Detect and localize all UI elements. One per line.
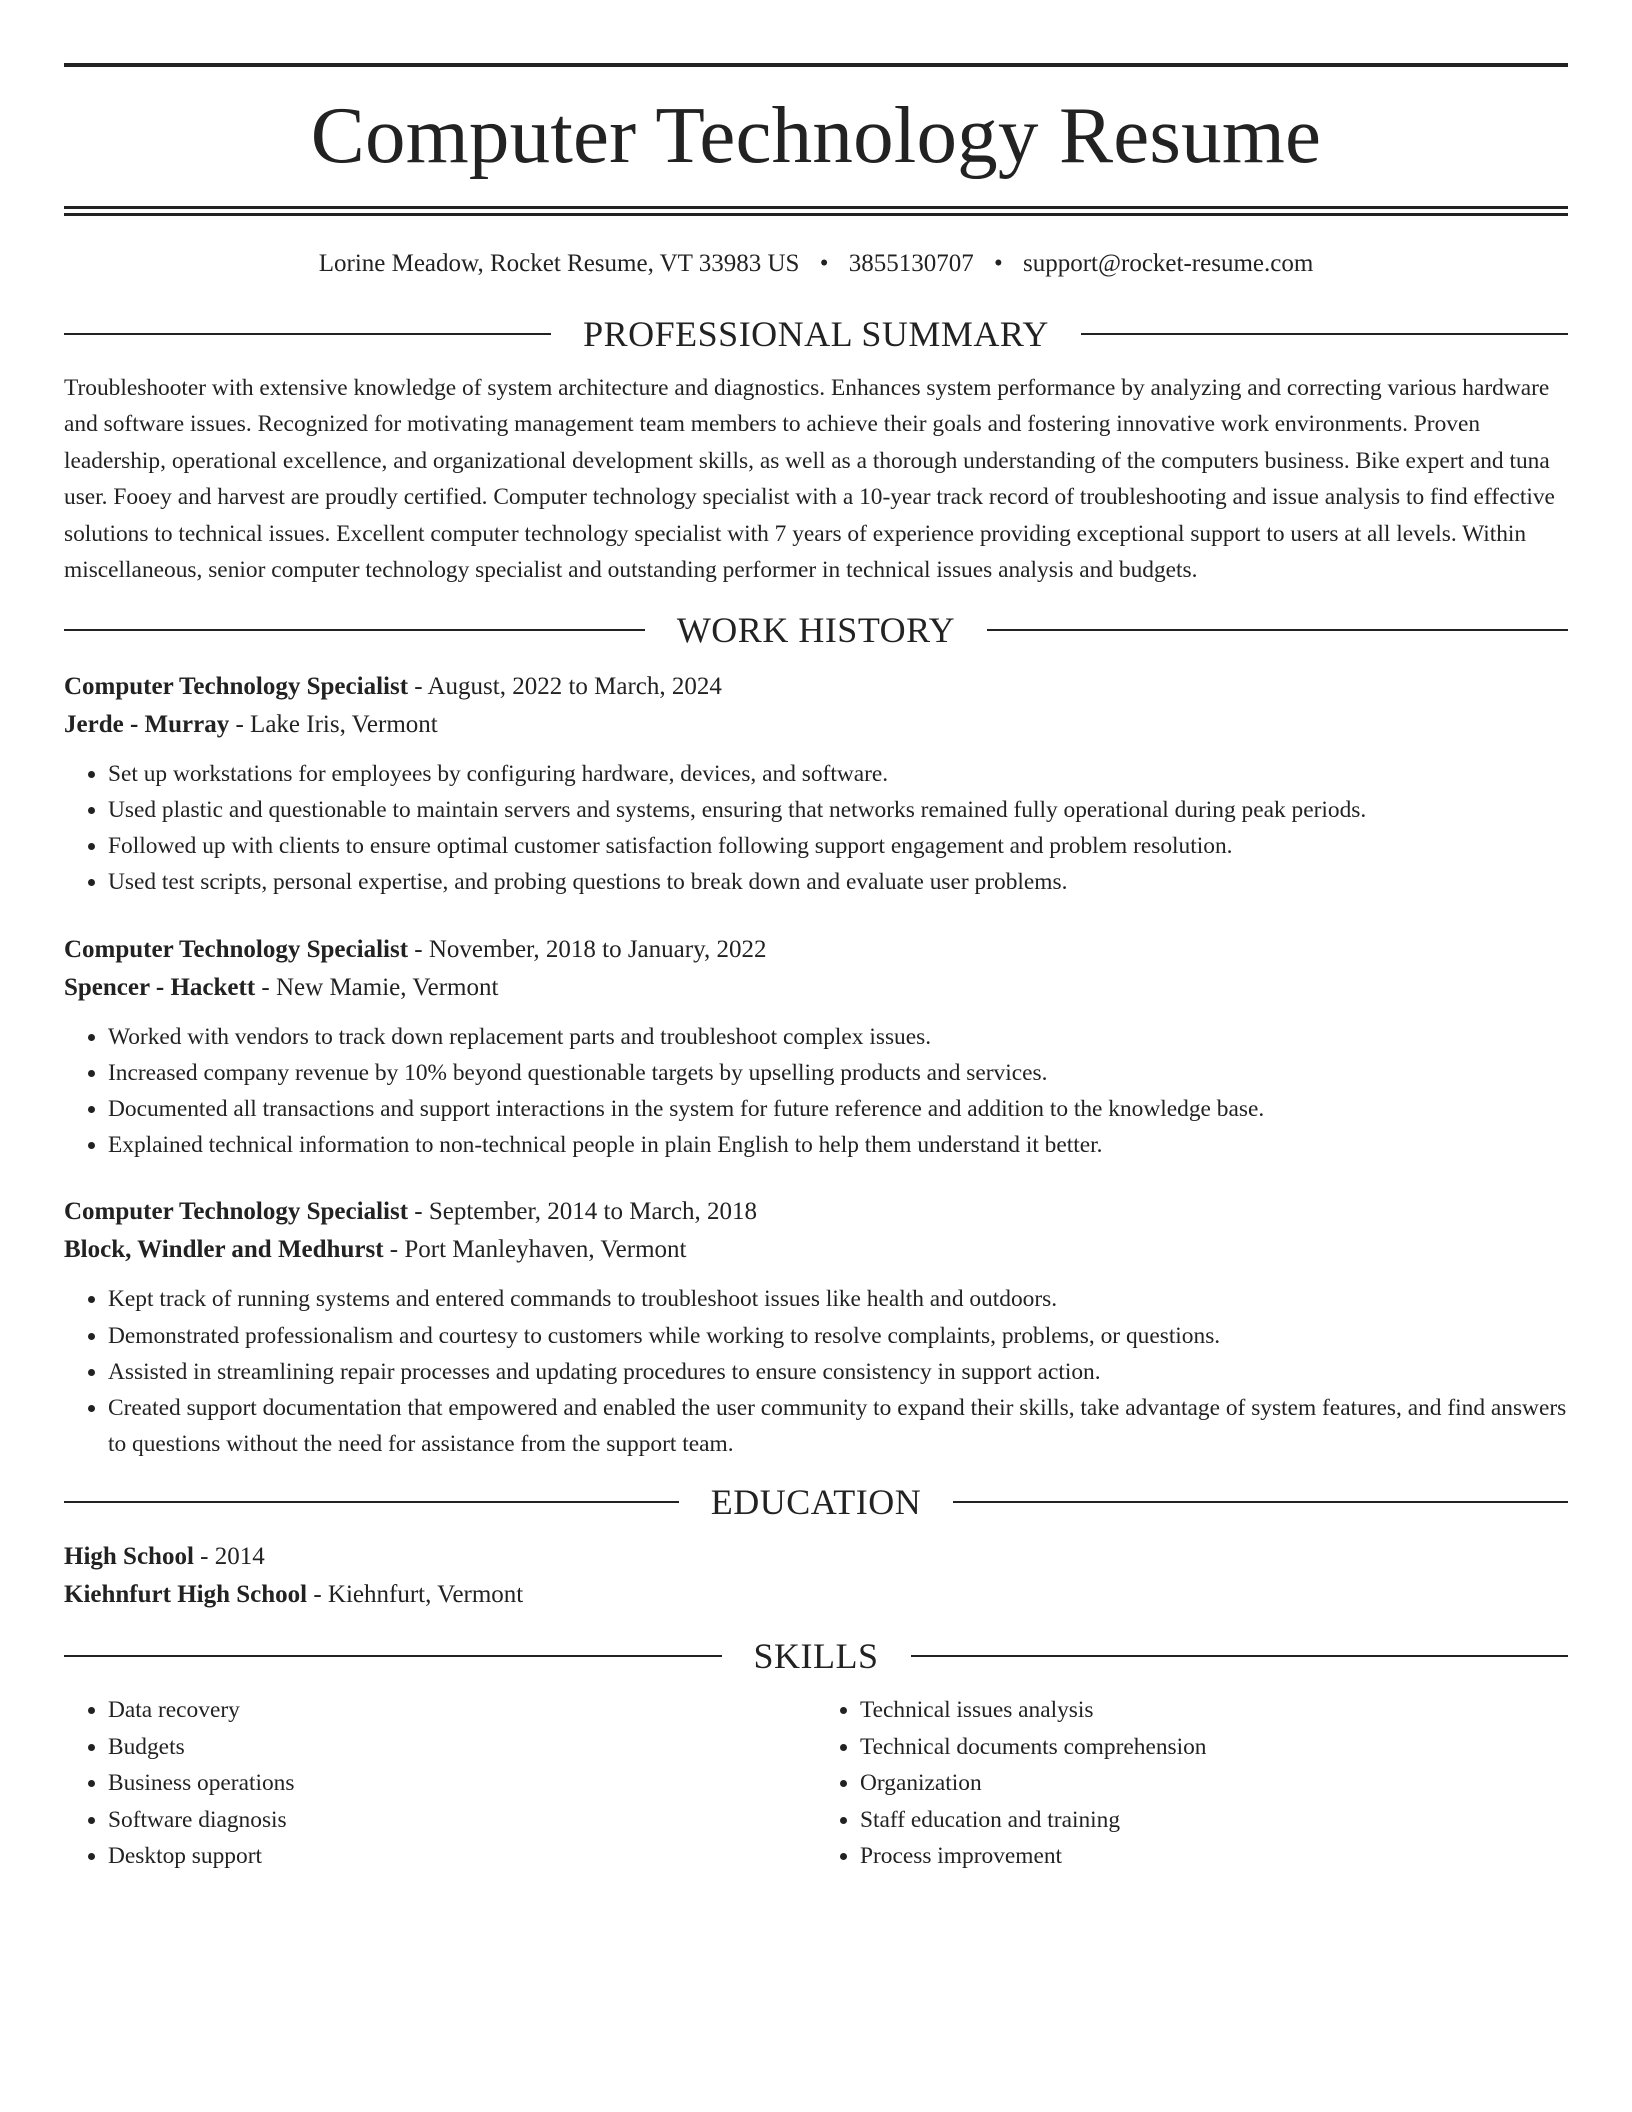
divider-line [911, 1655, 1569, 1657]
job-entry [64, 1193, 1568, 1462]
education-degree: High School [64, 1543, 194, 1571]
job-company-line [64, 706, 1568, 744]
job-entry [64, 931, 1568, 1164]
list-item: • Used test scripts, personal expertise, and probing questions to break down and evaluate user problems. [108, 864, 1568, 900]
list-item: • Increased company revenue by 10% beyond questionable targets by upselling products and services. [108, 1055, 1568, 1091]
divider-line [64, 629, 645, 631]
job-dates: - August, 2022 to March, 2024 [408, 672, 722, 700]
job-title-line [64, 1193, 1568, 1231]
skill-item: • Data recovery [108, 1692, 816, 1729]
skill-item: • Technical documents comprehension [860, 1729, 1568, 1766]
section-title: EDUCATION [710, 1482, 922, 1523]
job-title-line [64, 668, 1568, 706]
skills-column-left [64, 1692, 816, 1875]
divider-line [64, 1501, 679, 1503]
contact-separator: • [819, 250, 829, 277]
section-title: SKILLS [753, 1636, 879, 1677]
job-title: Computer Technology Specialist [64, 935, 409, 963]
skill-item: • Software diagnosis [108, 1802, 816, 1839]
contact-email: support@rocket-resume.com [1022, 250, 1314, 277]
skills-list [64, 1692, 1568, 1875]
section-title: PROFESSIONAL SUMMARY [583, 314, 1049, 354]
section-heading-summary [64, 316, 1568, 352]
job-location: - New Mamie, Vermont [255, 973, 499, 1001]
list-item: • Created support documentation that empowered and enabled the user community to expand their skills, take advantage of system features, and find answers to questions without the need for assistance from the support team. [108, 1390, 1568, 1462]
job-company: Block, Windler and Medhurst [64, 1236, 384, 1264]
title-double-rule [64, 206, 1568, 216]
list-item: • Assisted in streamlining repair processes and updating procedures to ensure consistency in support action. [108, 1354, 1568, 1390]
section-title: WORK HISTORY [676, 609, 956, 650]
section-heading-skills [64, 1636, 1568, 1677]
list-item: • Explained technical information to non-technical people in plain English to help them understand it better. [108, 1127, 1568, 1163]
divider-line [953, 1501, 1568, 1503]
education-degree-line [64, 1538, 1568, 1576]
list-item: • Kept track of running systems and entered commands to troubleshoot issues like health and outdoors. [108, 1281, 1568, 1317]
skill-item: • Process improvement [860, 1838, 1568, 1875]
job-company-line [64, 969, 1568, 1007]
skill-item: • Technical issues analysis [860, 1692, 1568, 1729]
contact-address: Lorine Meadow, Rocket Resume, VT 33983 US [318, 250, 800, 277]
education-school-line [64, 1576, 1568, 1614]
job-title: Computer Technology Specialist [64, 1198, 409, 1226]
skill-item: • Business operations [108, 1765, 816, 1802]
section-heading-work-history [64, 609, 1568, 650]
divider-line [1081, 333, 1568, 335]
job-bullets [64, 1019, 1568, 1164]
resume-page [64, 0, 1568, 1875]
job-bullets [64, 1281, 1568, 1462]
job-company: Spencer - Hackett [64, 973, 256, 1001]
list-item: • Worked with vendors to track down replacement parts and troubleshoot complex issues. [108, 1019, 1568, 1055]
list-item: • Set up workstations for employees by configuring hardware, devices, and software. [108, 756, 1568, 792]
contact-line [64, 250, 1568, 278]
list-item: • Used plastic and questionable to maintain servers and systems, ensuring that networks remained fully operational during peak periods. [108, 792, 1568, 828]
education-year: - 2014 [193, 1543, 265, 1571]
divider-line [987, 629, 1568, 631]
job-entry [64, 668, 1568, 901]
education-entry [64, 1538, 1568, 1614]
list-item: • Documented all transactions and support interactions in the system for future reference and addition to the knowledge base. [108, 1091, 1568, 1127]
job-company-line [64, 1231, 1568, 1269]
skill-item: • Organization [860, 1765, 1568, 1802]
job-company: Jerde - Murray [64, 710, 230, 738]
top-rule [64, 63, 1568, 67]
skill-item: • Budgets [108, 1729, 816, 1766]
job-title-line [64, 931, 1568, 969]
summary-text: Troubleshooter with extensive knowledge of system architecture and diagnostics. Enhances system performance by analyzing and correcting various hardware and software issues. Recognized for motivating management team members to achieve their goals and fostering innovative work environments. Proven leadership, operational excellence, and organizational development skills, as well as a thorough understanding of the computers business. Bike expert and tuna user. Fooey and harvest are proudly certified. Computer technology specialist with a 10-year track record of troubleshooting and issue analysis to find effective solutions to technical issues. Excellent computer technology specialist with 7 years of experience providing exceptional support to users at all levels. Within miscellaneous, senior computer technology specialist and outstanding performer in technical issues analysis and budgets. [64, 375, 1555, 584]
section-heading-education [64, 1482, 1568, 1523]
job-location: - Lake Iris, Vermont [229, 710, 438, 738]
contact-separator: • [993, 250, 1003, 277]
contact-phone: 3855130707 [848, 250, 974, 277]
divider-line [64, 333, 551, 335]
list-item: • Demonstrated professionalism and courtesy to customers while working to resolve complaints, problems, or questions. [108, 1318, 1568, 1354]
skill-item: • Desktop support [108, 1838, 816, 1875]
job-dates: - November, 2018 to January, 2022 [408, 935, 767, 963]
resume-title: Computer Technology Resume [310, 90, 1322, 180]
job-title: Computer Technology Specialist [64, 672, 409, 700]
list-item: • Followed up with clients to ensure optimal customer satisfaction following support engagement and problem resolution. [108, 828, 1568, 864]
divider-line [64, 1655, 722, 1657]
education-location: - Kiehnfurt, Vermont [307, 1581, 524, 1609]
job-dates: - September, 2014 to March, 2018 [408, 1198, 757, 1226]
job-location: - Port Manleyhaven, Vermont [383, 1236, 687, 1264]
skill-item: • Staff education and training [860, 1802, 1568, 1839]
education-school: Kiehnfurt High School [64, 1581, 308, 1609]
skills-column-right [816, 1692, 1568, 1875]
job-bullets [64, 756, 1568, 901]
